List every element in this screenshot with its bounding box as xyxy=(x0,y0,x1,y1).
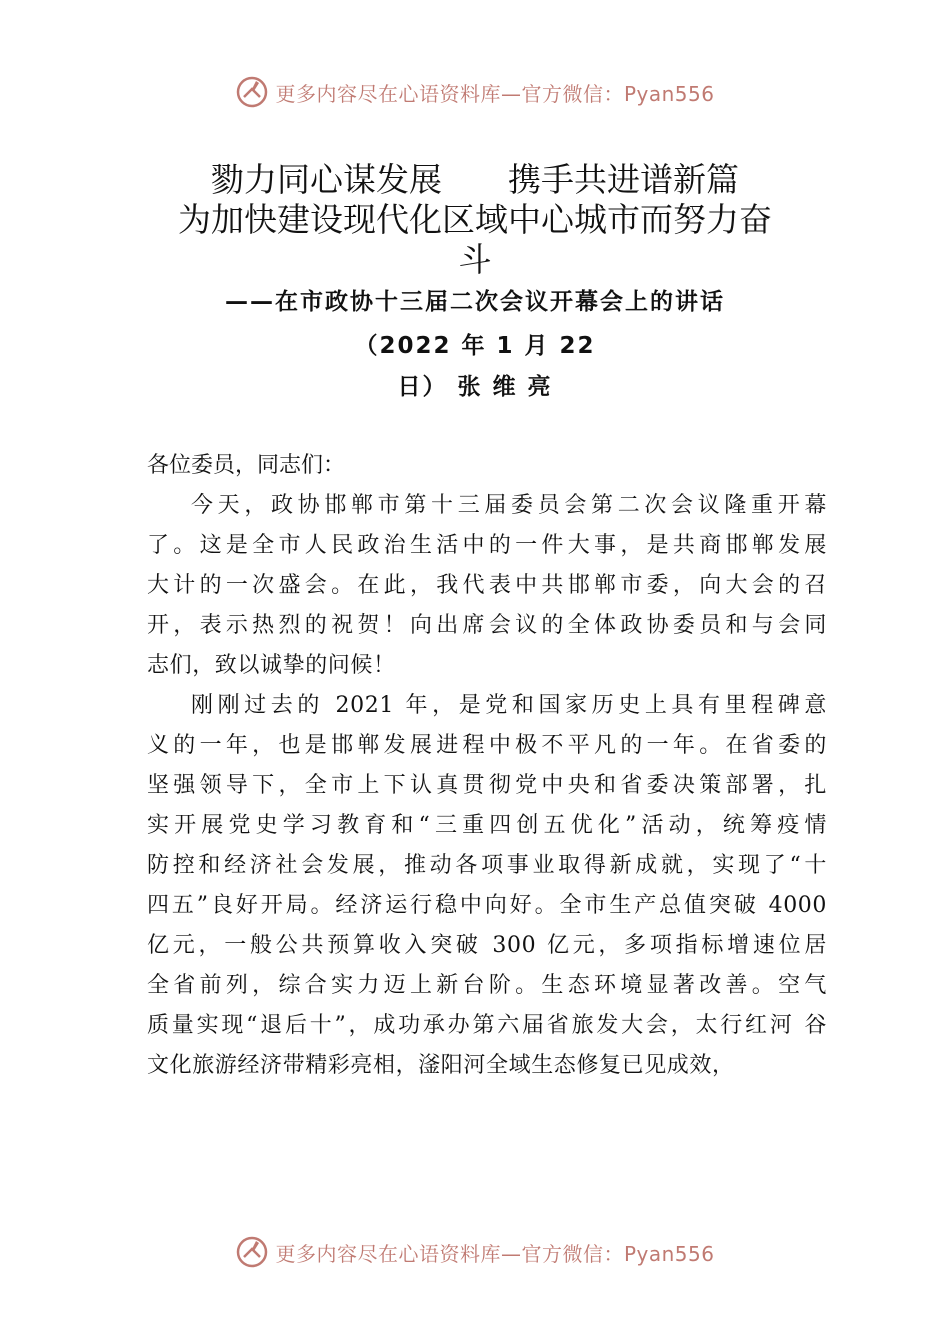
paragraph-line: 文化旅游经济带精彩亮相，滏阳河全域生态修复已见成效， xyxy=(147,1053,735,1078)
title-line-2: 为加快建设现代化区域中心城市而努力奋 xyxy=(178,200,772,239)
paragraph-line: 义的一年，也是邯郸发展进程中极不平凡的一年。在省委的 xyxy=(147,733,827,758)
paragraph-line: 全省前列，综合实力迈上新台阶。生态环境显著改善。空气 xyxy=(147,973,827,998)
paragraph-line: 防控和经济社会发展，推动各项事业取得新成就，实现了“十 xyxy=(147,853,827,878)
banner-text: 更多内容尽在心语资料库—官方微信：Pyan556 xyxy=(275,1241,715,1266)
title-line-1: 勠力同心谋发展 携手共进谱新篇 xyxy=(211,160,739,199)
subtitle-date: （2022 年 1 月 22 xyxy=(354,333,596,359)
paragraph-line: 开，表示热烈的祝贺！向出席会议的全体政协委员和与会同 xyxy=(147,613,827,638)
footer-banner xyxy=(0,1232,950,1272)
paragraph-line: 四五”良好开局。经济运行稳中向好。全市生产总值突破 4000 xyxy=(147,893,827,918)
title-line-3: 斗 xyxy=(458,240,492,279)
paragraph-line: 大计的一次盛会。在此，我代表中共邯郸市委，向大会的召 xyxy=(147,573,827,598)
paragraph-line: 实开展党史学习教育和“三重四创五优化”活动，统筹疫情 xyxy=(147,813,827,838)
paragraph-line: 质量实现“退后十”，成功承办第六届省旅发大会，太行红河 谷 xyxy=(147,1013,827,1038)
header-banner xyxy=(0,72,950,112)
subtitle-author: 日） 张 维 亮 xyxy=(397,374,553,400)
book-pen-logo-icon xyxy=(235,75,269,109)
book-pen-logo-icon xyxy=(235,1235,269,1269)
paragraph-line: 了。这是全市人民政治生活中的一件大事，是共商邯郸发展 xyxy=(147,533,827,558)
salutation: 各位委员，同志们： xyxy=(147,453,346,478)
paragraph-line: 亿元，一般公共预算收入突破 300 亿元，多项指标增速位居 xyxy=(147,933,827,958)
paragraph-line: 刚刚过去的 2021 年，是党和国家历史上具有里程碑意 xyxy=(191,693,827,718)
paragraph-1 xyxy=(147,486,827,686)
paragraph-line: 今天，政协邯郸市第十三届委员会第二次会议隆重开幕 xyxy=(191,493,827,518)
paragraph-line: 志们，致以诚挚的问候！ xyxy=(147,653,396,678)
paragraph-line: 坚强领导下，全市上下认真贯彻党中央和省委决策部署，扎 xyxy=(147,773,827,798)
banner-text: 更多内容尽在心语资料库—官方微信：Pyan556 xyxy=(275,81,715,106)
paragraph-2 xyxy=(147,686,827,1086)
subtitle-line-1: ——在市政协十三届二次会议开幕会上的讲话 xyxy=(225,289,725,315)
